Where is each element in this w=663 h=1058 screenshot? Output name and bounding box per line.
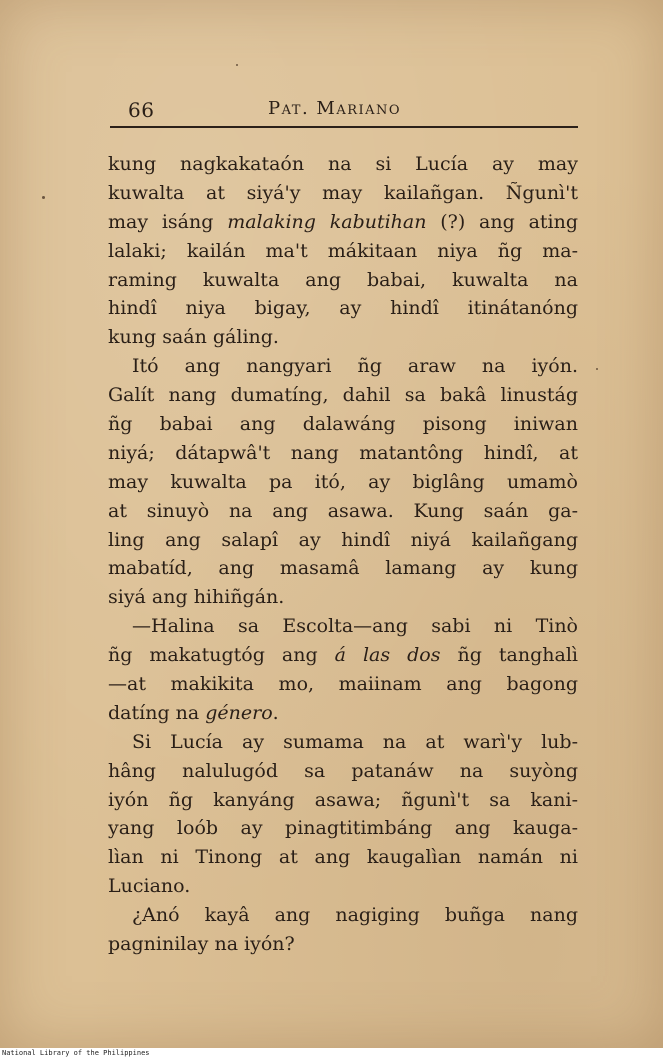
paper-speck <box>42 196 45 199</box>
paper-speck <box>596 368 598 370</box>
text-line: ling ang salapî ay hindî niyá kailañgang <box>108 528 578 551</box>
text-line: hindî niya bigay, ay hindî itinátanóng <box>108 297 578 320</box>
italic-phrase: género <box>205 701 273 724</box>
text-line: may kuwalta pa itó, ay biglâng umamò <box>108 470 578 493</box>
text-line: raming kuwalta ang babai, kuwalta na <box>108 268 578 291</box>
running-head: Pat. Mariano <box>268 98 402 119</box>
text-line: niyá; dátapwâ't nang matantông hindî, at <box>108 441 578 464</box>
paragraph-start: Si Lucía ay sumama na at warì'y lub- <box>132 730 578 753</box>
header-rule <box>110 126 578 128</box>
text-line: lalaki; kailán ma't mákitaan niya ñg ma- <box>108 239 578 262</box>
paragraph-start: Itó ang nangyari ñg araw na iyón. <box>132 355 578 378</box>
text-line: datíng na género. <box>108 701 279 724</box>
text-line: at sinuyò na ang asawa. Kung saán ga- <box>108 499 578 522</box>
text-line: hâng nalulugód sa patanáw na suyòng <box>108 759 578 782</box>
italic-phrase: malaking kabutihan <box>227 210 427 233</box>
page-number: 66 <box>128 98 155 122</box>
paragraph-start: ¿Anó kayâ ang nagiging buñga nang <box>132 904 578 927</box>
text-line: —at makikita mo, maiinam ang bagong <box>108 673 578 696</box>
text-line: yang loób ay pinagtitimbáng ang kauga- <box>108 817 578 840</box>
text-line: iyón ñg kanyáng asawa; ñgunì't sa kani- <box>108 788 578 811</box>
paper-speck <box>236 64 238 66</box>
text-line: may isáng malaking kabutihan (?) ang ating <box>108 210 578 233</box>
text-line: ñg makatugtóg ang á las dos ñg tanghalì <box>108 644 578 667</box>
footer-strip <box>0 1048 663 1058</box>
text-line: ñg babai ang dalawáng pisong iniwan <box>108 413 578 436</box>
text-line: Galít nang dumatíng, dahil sa bakâ linustág <box>108 384 578 407</box>
italic-phrase: á las dos <box>334 644 441 667</box>
body-text <box>108 150 578 959</box>
text-line: mabatíd, ang masamâ lamang ay kung <box>108 557 578 580</box>
text-line: lìan ni Tinong at ang kaugalìan namán ni <box>108 846 578 869</box>
text-line: kung nagkakataón na si Lucía ay may <box>108 153 578 175</box>
paragraph-start: —Halina sa Escolta—ang sabi ni Tinò <box>132 615 578 638</box>
text-line: kung saán gáling. <box>108 326 279 349</box>
text-line: kuwalta at siyá'y may kailañgan. Ñgunì't <box>108 181 578 204</box>
text-line: Luciano. <box>108 875 191 898</box>
text-line: siyá ang hihiñgán. <box>108 586 285 609</box>
page-header <box>110 96 578 128</box>
library-stamp: National Library of the Philippines <box>2 1049 150 1057</box>
text-line: pagninilay na iyón? <box>108 933 295 956</box>
